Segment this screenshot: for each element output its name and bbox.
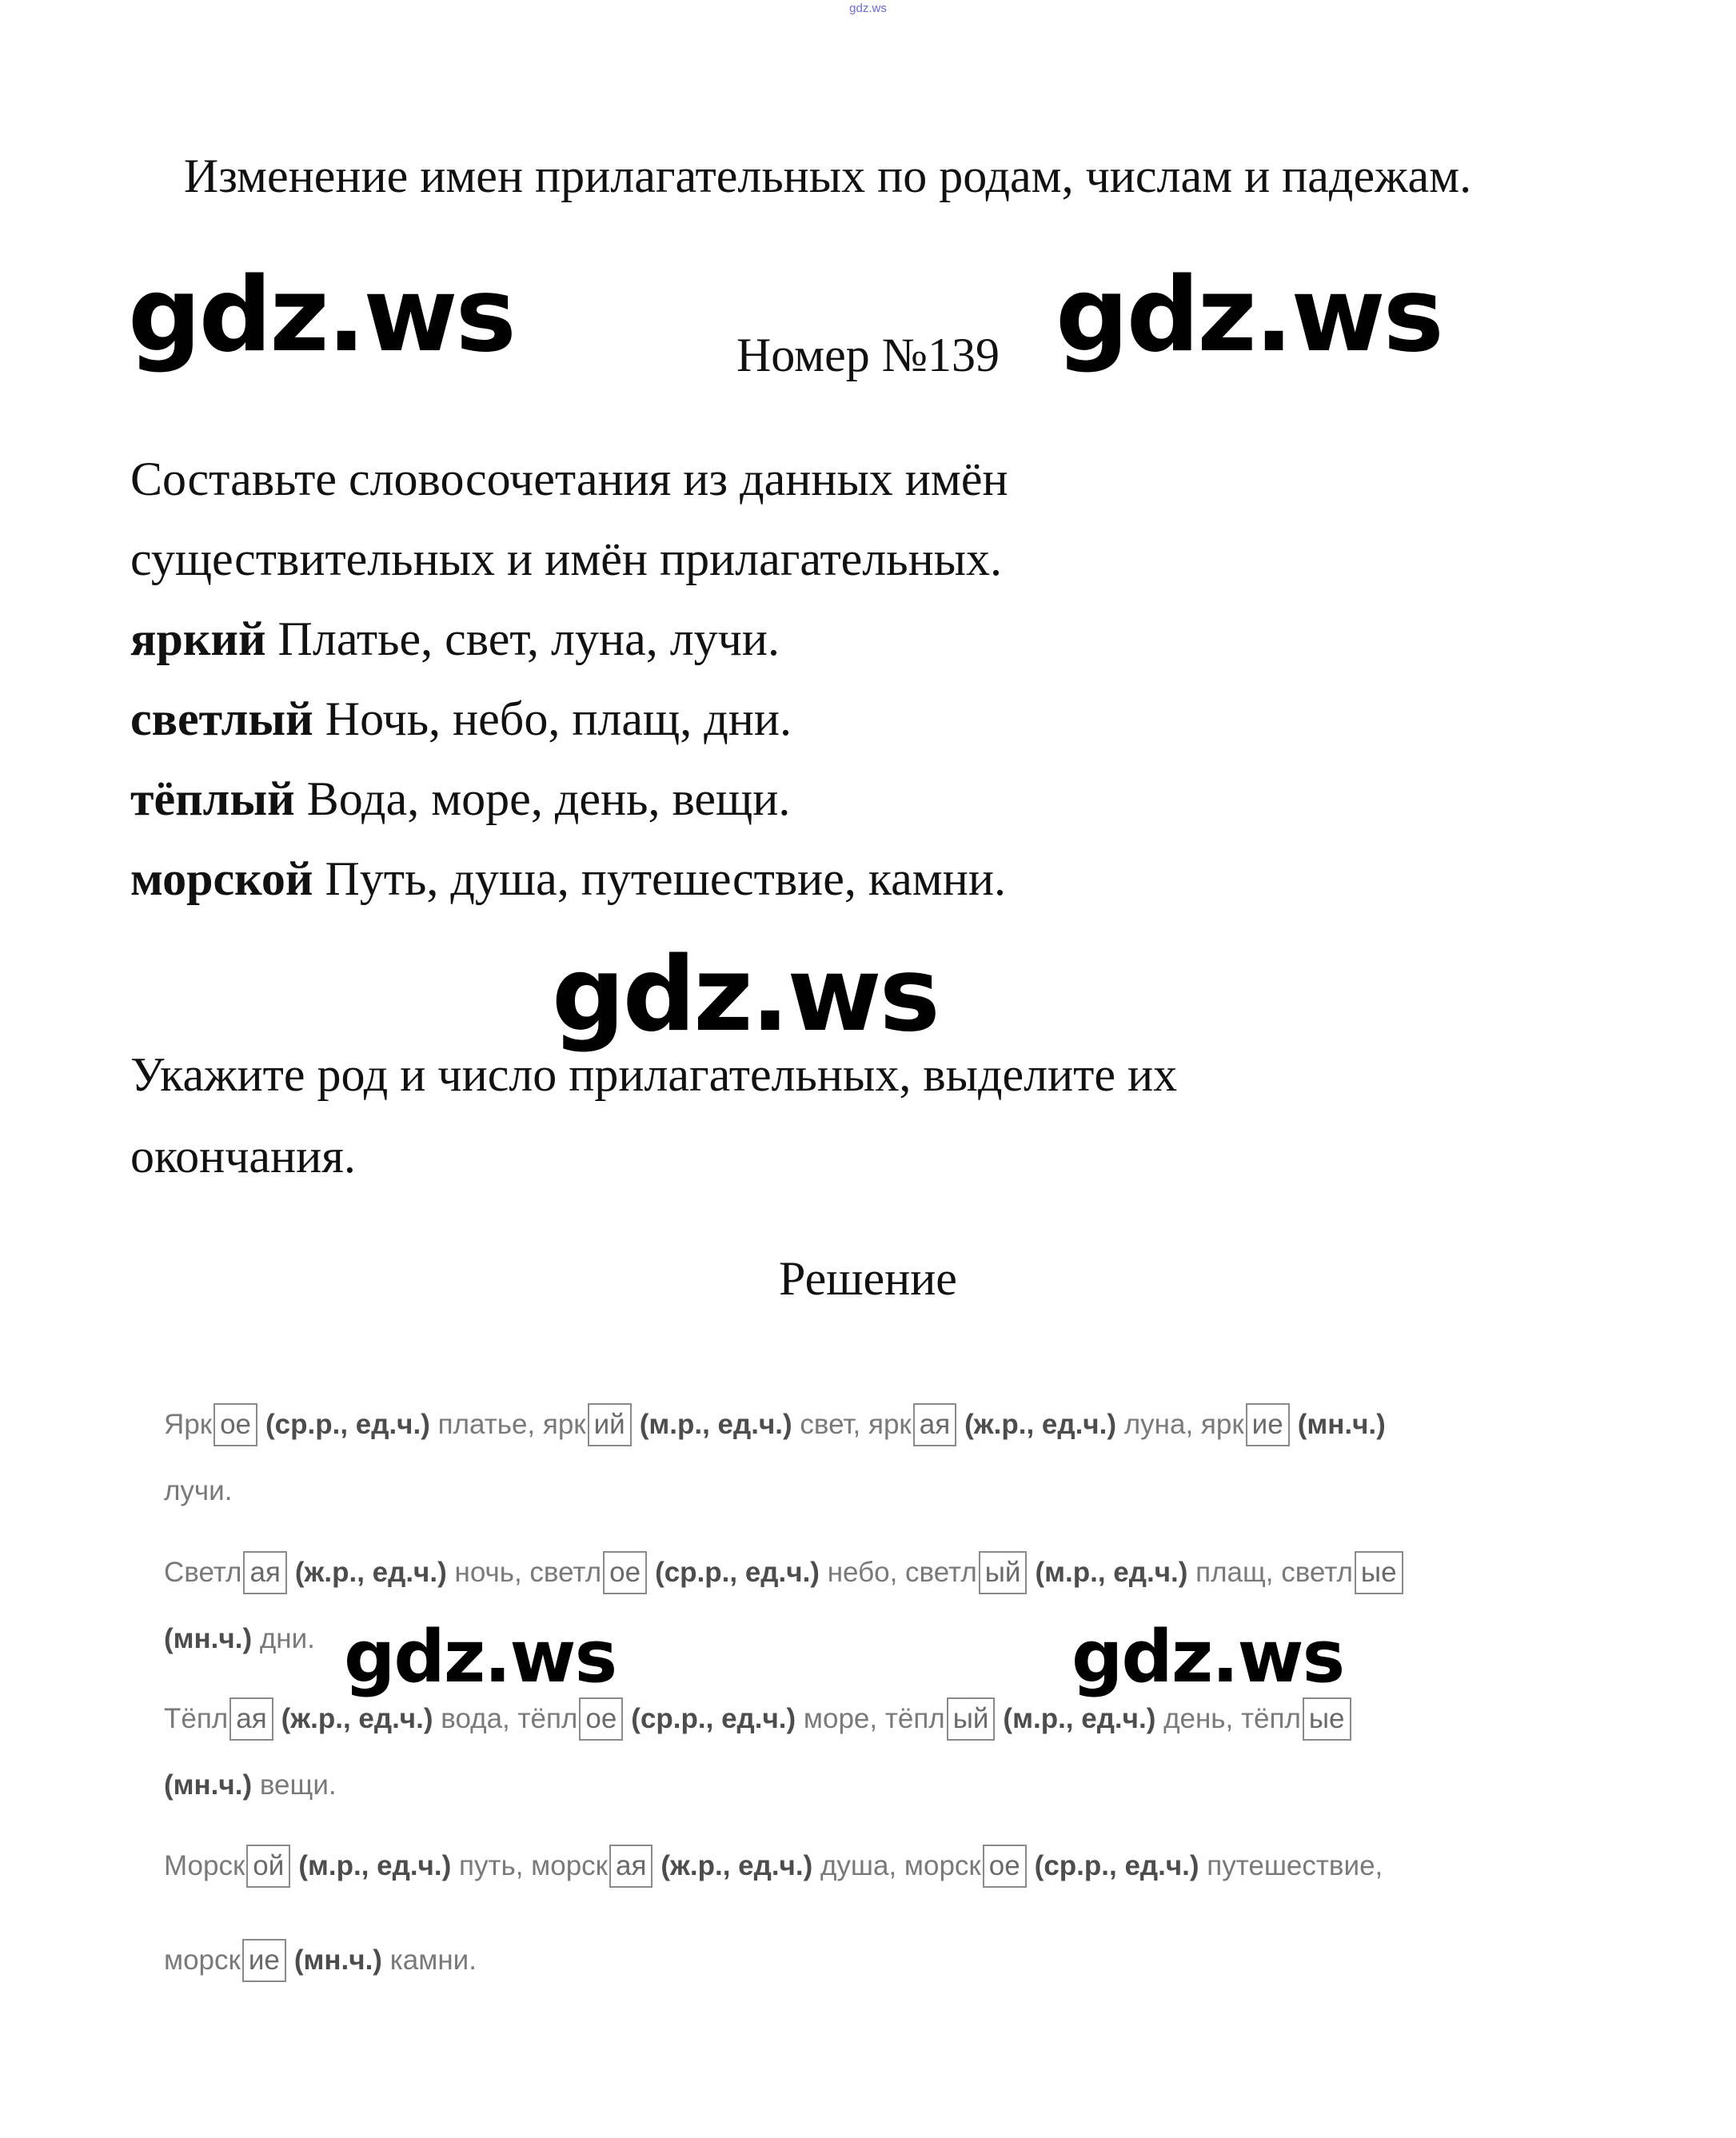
watermark: gdz.ws [552,935,938,1055]
instruction-line-1: Укажите род и число прилагательных, выделите их [130,1048,1178,1101]
ending-box: ый [979,1551,1028,1594]
watermark: gdz.ws [344,1615,617,1699]
task-row-4 [130,852,1006,907]
watermark: gdz.ws [1072,1615,1344,1699]
ending-box: ое [603,1551,647,1594]
adjective: светлый [130,692,313,745]
ending-box: ие [1246,1403,1290,1446]
nouns: Вода, море, день, вещи. [306,772,791,825]
ending-box: ая [609,1845,652,1888]
task-row-2 [130,692,792,747]
solution-row-1-tail: лучи. [164,1475,233,1506]
nouns: Путь, душа, путешествие, камни. [325,852,1006,905]
ending-box: ые [1303,1697,1351,1741]
adjective: яркий [130,612,266,665]
page-title: Изменение имен прилагательных по родам, числам и падежам. [183,150,1472,202]
adjective: морской [130,852,313,905]
watermark: gdz.ws [1056,256,1442,375]
ending-box: ые [1355,1551,1403,1594]
solution-row-2-tail: (мн.ч.) дни. [164,1623,315,1654]
watermark: gdz.ws [128,256,514,375]
nouns: Платье, свет, луна, лучи. [277,612,780,665]
solution-row-4: Морск ой (м.р., ед.ч.) путь, морск ая (ж.р., ед.ч.) душа, морск ое (ср.р., ед.ч.) путешествие, [164,1845,1383,1888]
solution-row-1: Ярк ое (ср.р., ед.ч.) платье, ярк ий (м.р., ед.ч.) свет, ярк ая (ж.р., ед.ч.) луна, ярк ие (мн.ч.) [164,1403,1386,1446]
nouns: Ночь, небо, плащ, дни. [325,692,792,745]
ending-box: ая [913,1403,956,1446]
task-line-2: существительных и имён прилагательных. [130,533,1003,585]
ending-box: ий [588,1403,632,1446]
ending-box: ое [983,1845,1027,1888]
task-row-3 [130,772,790,827]
solution-row-2: Светл ая (ж.р., ед.ч.) ночь, светл ое (ср.р., ед.ч.) небо, светл ый (м.р., ед.ч.) плащ, светл ые [164,1551,1411,1594]
solution-row-3-tail: (мн.ч.) вещи. [164,1769,337,1801]
adjective: тёплый [130,772,295,825]
task-row-1 [130,612,780,667]
task-line-1: Составьте словосочетания из данных имён [130,453,1008,505]
ending-box: ая [243,1551,286,1594]
ending-box: ый [947,1697,996,1741]
ending-box: ие [242,1939,286,1982]
ending-box: ая [229,1697,273,1741]
solution-heading: Решение [779,1252,957,1305]
exercise-number: Номер №139 [736,329,1000,381]
solution-row-3: Тёпл ая (ж.р., ед.ч.) вода, тёпл ое (ср.р., ед.ч.) море, тёпл ый (м.р., ед.ч.) день, тёпл ые [164,1697,1359,1741]
ending-box: ое [579,1697,623,1741]
ending-box: ое [214,1403,257,1446]
instruction-line-2: окончания. [130,1130,356,1183]
top-watermark: gdz.ws [849,2,887,15]
solution-row-4-tail: морск ие (мн.ч.) камни. [164,1939,477,1982]
ending-box: ой [246,1845,290,1888]
